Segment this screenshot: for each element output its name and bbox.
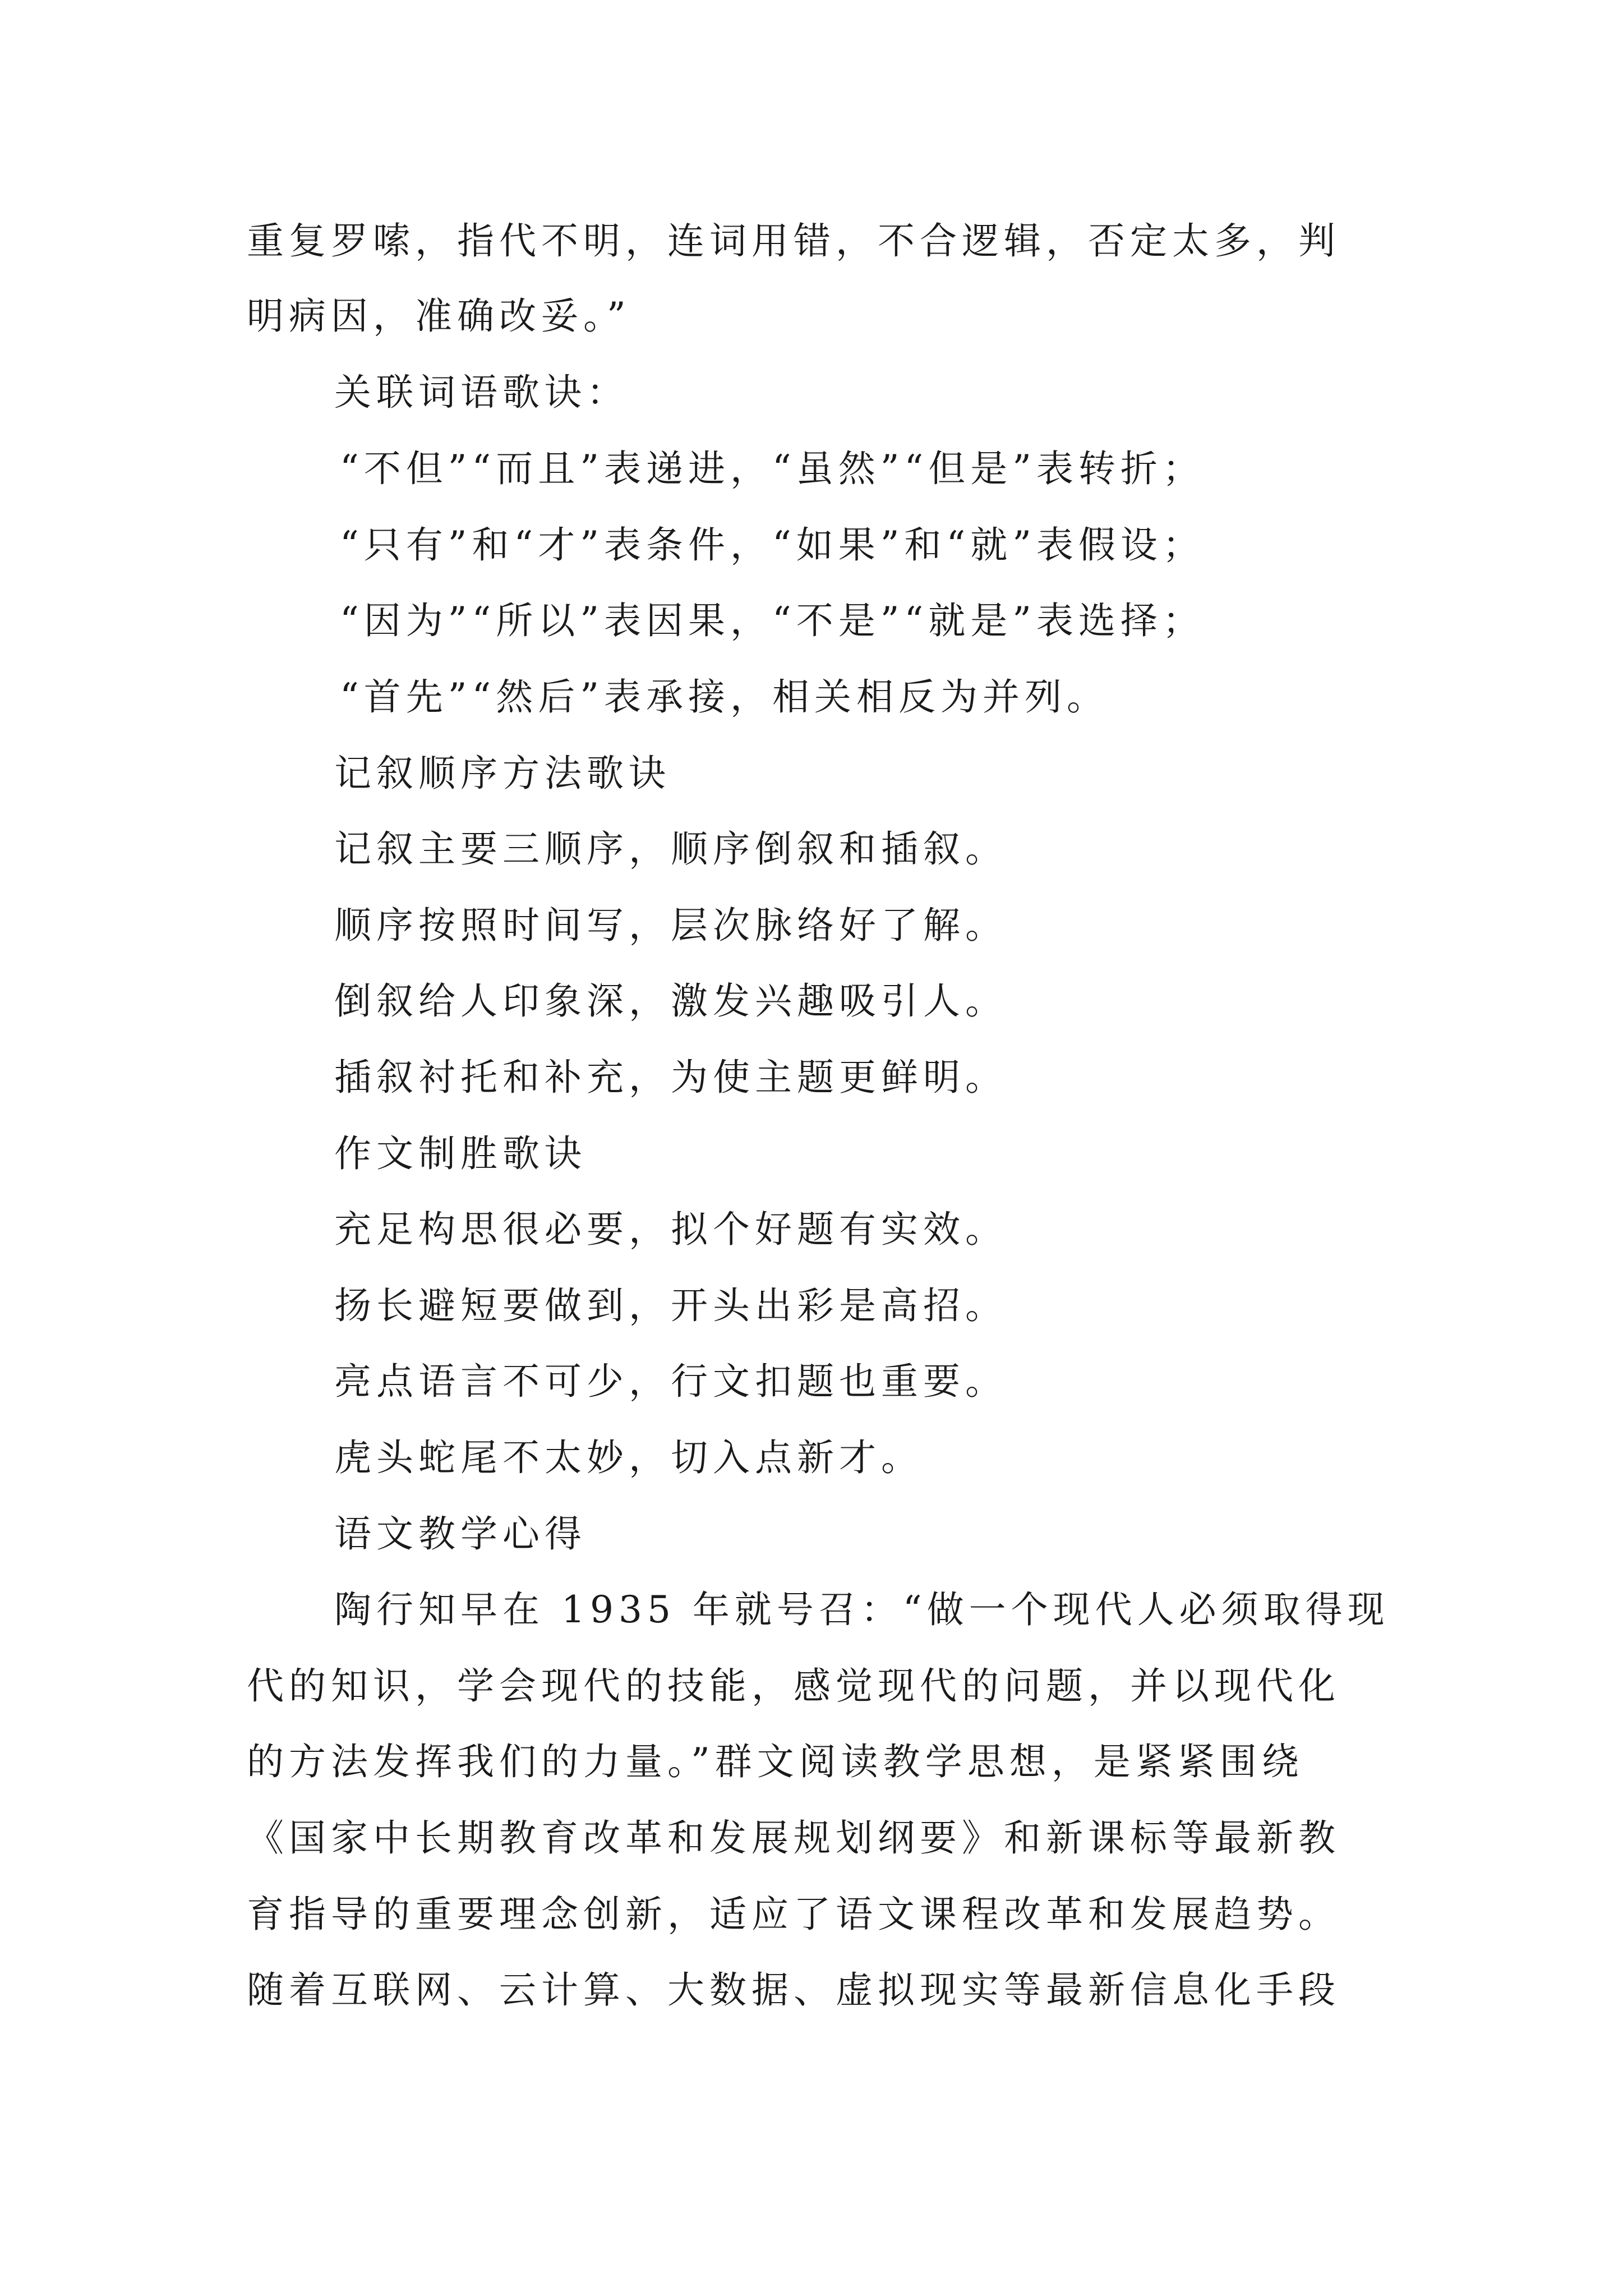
section-heading: 记叙顺序方法歌诀 xyxy=(334,752,671,795)
paragraph-line: 陶行知早在 1935 年就号召：“做一个现代人必须取得现 xyxy=(334,1588,1390,1631)
paragraph-line: 《国家中长期教育改革和发展规划纲要》和新课标等最新教 xyxy=(247,1816,1340,1860)
verse-line: 扬长避短要做到，开头出彩是高招。 xyxy=(334,1284,1007,1327)
section-heading: 作文制胜歌诀 xyxy=(334,1132,587,1175)
paragraph-line: 代的知识，学会现代的技能，感觉现代的问题，并以现代化 xyxy=(247,1664,1340,1708)
verse-line: 虎头蛇尾不太妙，切入点新才。 xyxy=(334,1436,923,1479)
verse-line: 倒叙给人印象深，激发兴趣吸引人。 xyxy=(334,979,1007,1023)
verse-line: 插叙衬托和补充，为使主题更鲜明。 xyxy=(334,1056,1007,1099)
verse-line: “只有”和“才”表条件，“如果”和“就”表假设； xyxy=(340,523,1205,567)
paragraph-line: 育指导的重要理念创新，适应了语文课程改革和发展趋势。 xyxy=(247,1893,1340,1936)
text-line: 明病因，准确改妥。” xyxy=(247,295,631,338)
section-heading: 关联词语歌诀： xyxy=(334,371,629,414)
verse-line: “首先”“然后”表承接，相关相反为并列。 xyxy=(340,675,1109,719)
verse-line: 顺序按照时间写，层次脉络好了解。 xyxy=(334,904,1007,947)
paragraph-line: 的方法发挥我们的力量。”群文阅读教学思想，是紧紧围绕 xyxy=(247,1740,1304,1783)
verse-line: 亮点语言不可少，行文扣题也重要。 xyxy=(334,1360,1007,1403)
paragraph-line: 随着互联网、云计算、大数据、虚拟现实等最新信息化手段 xyxy=(247,1968,1340,2012)
section-heading: 语文教学心得 xyxy=(334,1512,587,1556)
text-line: 重复罗嗦，指代不明，连词用错，不合逻辑，否定太多，判 xyxy=(247,219,1340,263)
verse-line: “不但”“而且”表递进，“虽然”“但是”表转折； xyxy=(340,447,1205,490)
verse-line: 充足构思很必要，拟个好题有实效。 xyxy=(334,1208,1007,1251)
verse-line: “因为”“所以”表因果，“不是”“就是”表选择； xyxy=(340,599,1205,642)
verse-line: 记叙主要三顺序，顺序倒叙和插叙。 xyxy=(334,827,1007,871)
